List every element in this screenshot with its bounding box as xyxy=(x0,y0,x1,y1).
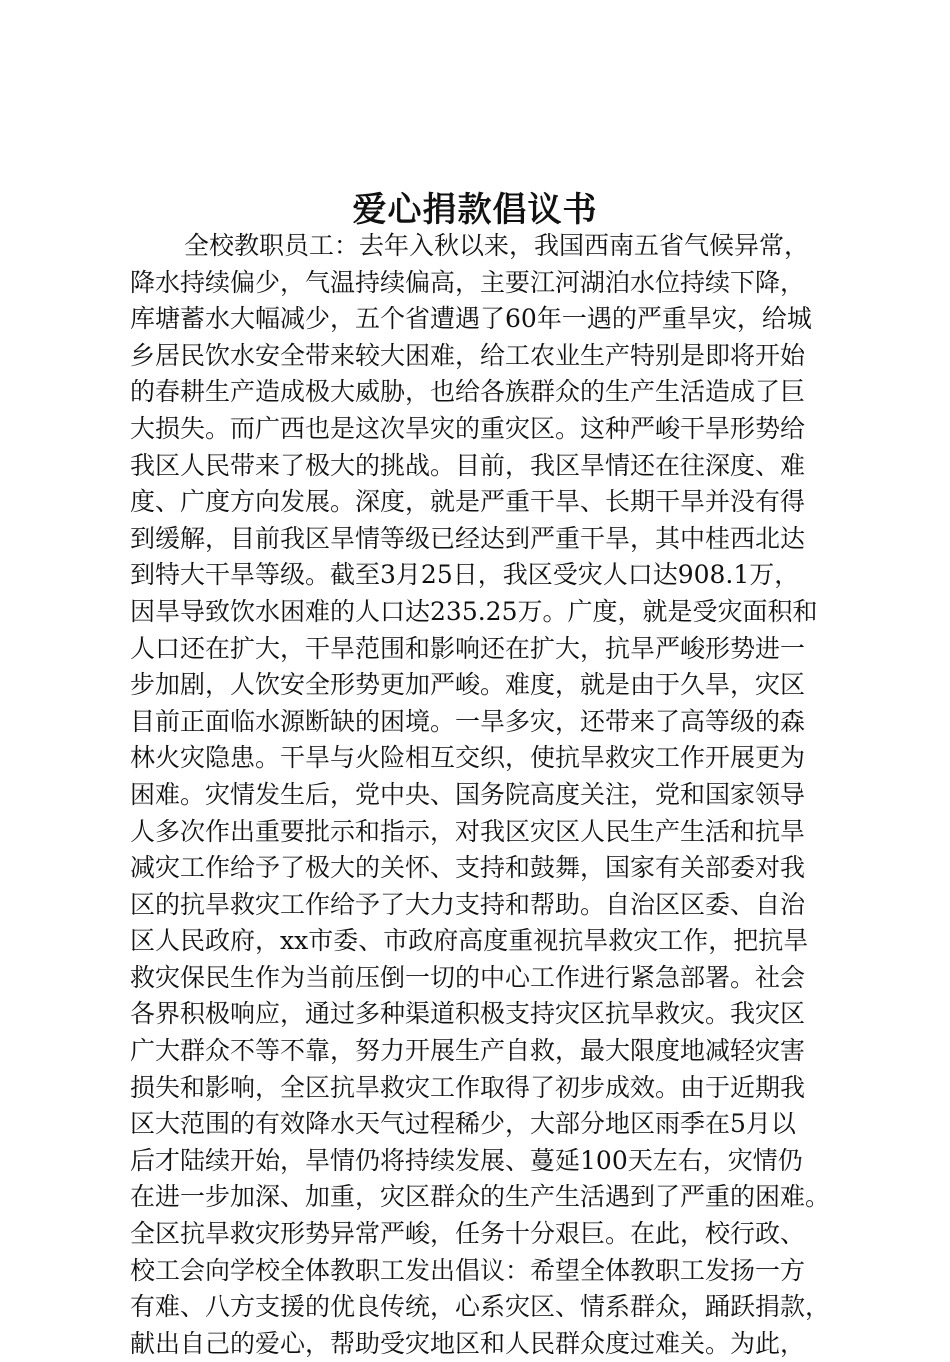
document-body xyxy=(130,228,832,1362)
body-line: 步加剧，人饮安全形势更加严峻。难度，就是由于久旱，灾区 xyxy=(130,670,806,700)
body-line: 校工会向学校全体教职工发出倡议：希望全体教职工发扬一方 xyxy=(130,1255,806,1285)
body-line: 救灾保民生作为当前压倒一切的中心工作进行紧急部署。社会 xyxy=(130,962,806,992)
body-line: 区人民政府，xx市委、市政府高度重视抗旱救灾工作，把抗旱 xyxy=(130,926,809,956)
body-line: 损失和影响，全区抗旱救灾工作取得了初步成效。由于近期我 xyxy=(130,1072,806,1102)
body-line: 减灾工作给予了极大的关怀、支持和鼓舞，国家有关部委对我 xyxy=(130,853,806,883)
body-line: 目前正面临水源断缺的困境。一旱多灾，还带来了高等级的森 xyxy=(130,706,806,736)
body-line: 全区抗旱救灾形势异常严峻，任务十分艰巨。在此，校行政、 xyxy=(130,1219,806,1249)
body-line: 献出自己的爱心，帮助受灾地区和人民群众度过难关。为此， xyxy=(130,1328,806,1358)
body-line: 人口还在扩大，干旱范围和影响还在扩大，抗旱严峻形势进一 xyxy=(130,633,806,663)
body-line: 大损失。而广西也是这次旱灾的重灾区。这种严峻干旱形势给 xyxy=(130,413,806,443)
body-line: 全校教职员工：去年入秋以来，我国西南五省气候异常， xyxy=(184,231,810,260)
body-line: 到缓解，目前我区旱情等级已经达到严重干旱，其中桂西北达 xyxy=(130,523,806,553)
body-line: 林火灾隐患。干旱与火险相互交织，使抗旱救灾工作开展更为 xyxy=(130,743,806,773)
body-line: 区大范围的有效降水天气过程稀少，大部分地区雨季在5月以 xyxy=(130,1109,796,1139)
body-line: 度、广度方向发展。深度，就是严重干旱、长期干旱并没有得 xyxy=(130,487,806,517)
body-line: 后才陆续开始，旱情仍将持续发展、蔓延100天左右，灾情仍 xyxy=(130,1145,803,1175)
body-line: 降水持续偏少，气温持续偏高，主要江河湖泊水位持续下降， xyxy=(130,267,806,297)
document-title: 爱心捐款倡议书 xyxy=(352,190,598,230)
body-line: 库塘蓄水大幅减少，五个省遭遇了60年一遇的严重旱灾，给城 xyxy=(130,304,812,334)
body-line: 人多次作出重要批示和指示，对我区灾区人民生产生活和抗旱 xyxy=(130,816,806,846)
body-line: 乡居民饮水安全带来较大困难，给工农业生产特别是即将开始 xyxy=(130,340,806,370)
body-line: 我区人民带来了极大的挑战。目前，我区旱情还在往深度、难 xyxy=(130,450,806,480)
body-line: 困难。灾情发生后，党中央、国务院高度关注，党和国家领导 xyxy=(130,779,806,809)
body-line: 区的抗旱救灾工作给予了大力支持和帮助。自治区区委、自治 xyxy=(130,889,806,919)
body-line: 到特大干旱等级。截至3月25日，我区受灾人口达908.1万， xyxy=(130,560,800,590)
body-line: 的春耕生产造成极大威胁，也给各族群众的生产生活造成了巨 xyxy=(130,377,806,407)
body-line: 各界积极响应，通过多种渠道积极支持灾区抗旱救灾。我灾区 xyxy=(130,999,806,1029)
body-line: 因旱导致饮水困难的人口达235.25万。广度，就是受灾面积和 xyxy=(130,596,818,626)
body-line: 有难、八方支援的优良传统，心系灾区、情系群众，踊跃捐款， xyxy=(130,1292,831,1322)
body-line: 广大群众不等不靠，努力开展生产自救，最大限度地减轻灾害 xyxy=(130,1036,806,1066)
body-line: 在进一步加深、加重，灾区群众的生产生活遇到了严重的困难。 xyxy=(130,1182,831,1212)
